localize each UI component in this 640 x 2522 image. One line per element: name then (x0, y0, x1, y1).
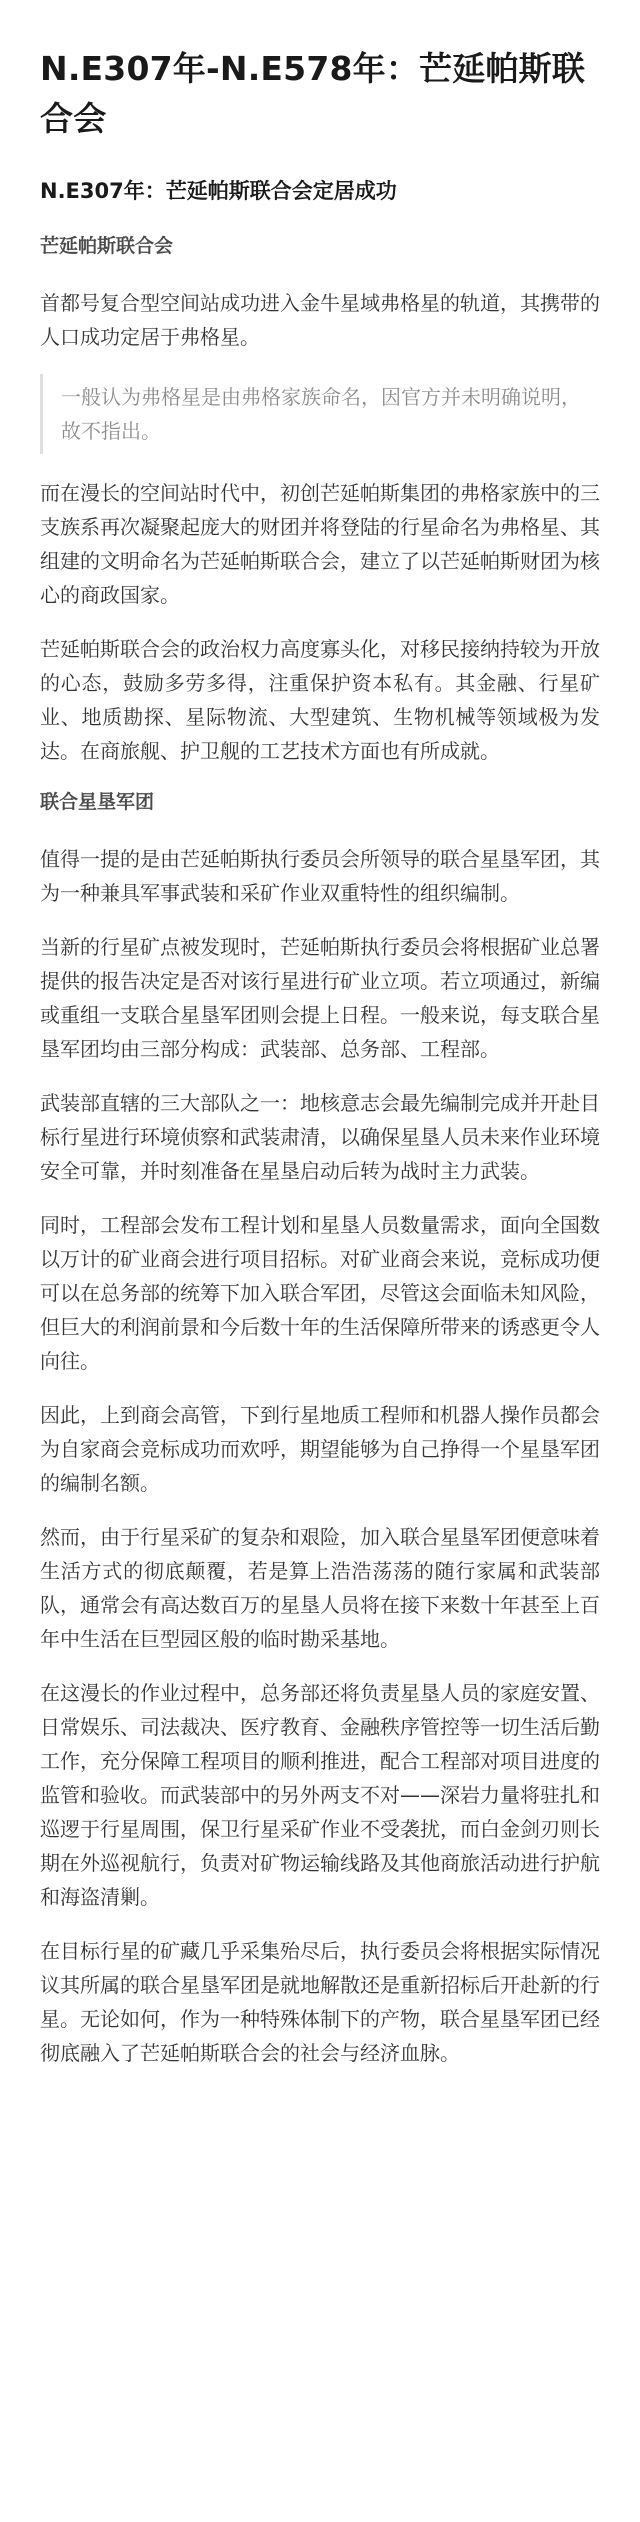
paragraph: 而在漫长的空间站时代中，初创芒延帕斯集团的弗格家族中的三支族系再次凝聚起庞大的财团并将登陆的行星命名为弗格星、其组建的文明命名为芒延帕斯联合会，建立了以芒延帕斯财团为核心的商政国家。 (40, 481, 600, 607)
sub-heading: 联合星垦军团 (40, 791, 155, 813)
paragraph: 同时，工程部会发布工程计划和星垦人员数量需求，面向全国数以万计的矿业商会进行项目招标。对矿业商会来说，竞标成功便可以在总务部的统筹下加入联合军团，尽管这会面临未知风险，但巨大的利润前景和今后数十年的生活保障所带来的诱惑更令人向往。 (40, 1213, 600, 1373)
paragraph: 首都号复合型空间站成功进入金牛星域弗格星的轨道，其携带的人口成功定居于弗格星。 (40, 291, 600, 349)
paragraph: 值得一提的是由芒延帕斯执行委员会所领导的联合星垦军团，其为一种兼具军事武装和采矿作业双重特性的组织编制。 (40, 847, 600, 905)
paragraph: 芒延帕斯联合会的政治权力高度寡头化，对移民接纳持较为开放的心态，鼓励多劳多得，注重保护资本私有。其金融、行星矿业、地质勘探、星际物流、大型建筑、生物机械等领域极为发达。在商旅舰、护卫舰的工艺技术方面也有所成就。 (40, 637, 600, 763)
paragraph: 武装部直辖的三大部队之一：地核意志会最先编制完成并开赴目标行星进行环境侦察和武装肃清，以确保星垦人员未来作业环境安全可靠，并时刻准备在星垦启动后转为战时主力武装。 (40, 1091, 600, 1183)
paragraph: 因此，上到商会高管，下到行星地质工程师和机器人操作员都会为自家商会竞标成功而欢呼，期望能够为自己挣得一个星垦军团的编制名额。 (40, 1403, 600, 1495)
page-title: N.E307年-N.E578年：芒延帕斯联合会 (40, 49, 586, 138)
paragraph: 当新的行星矿点被发现时，芒延帕斯执行委员会将根据矿业总署提供的报告决定是否对该行星进行矿业立项。若立项通过，新编或重组一支联合星垦军团则会提上日程。一般来说，每支联合星垦军团均由三部分构成：武装部、总务部、工程部。 (40, 935, 600, 1061)
paragraph: 在目标行星的矿藏几乎采集殆尽后，执行委员会将根据实际情况议其所属的联合星垦军团是就地解散还是重新招标后开赴新的行星。无论如何，作为一种特殊体制下的产物，联合星垦军团已经彻底融入了芒延帕斯联合会的社会与经济血脉。 (40, 1939, 600, 2065)
note-quote: 一般认为弗格星是由弗格家族命名，因官方并未明确说明，故不指出。 (40, 374, 600, 454)
section-heading: N.E307年：芒延帕斯联合会定居成功 (40, 179, 397, 203)
paragraph: 在这漫长的作业过程中，总务部还将负责星垦人员的家庭安置、日常娱乐、司法裁决、医疗教育、金融秩序管控等一切生活后勤工作，充分保障工程项目的顺利推进，配合工程部对项目进度的监管和验收。而武装部中的另外两支不对——深岩力量将驻扎和巡逻于行星周围，保卫行星采矿作业不受袭扰，而白金剑刃则长期在外巡视航行，负责对矿物运输线路及其他商旅活动进行护航和海盗清剿。 (40, 1681, 600, 1909)
paragraph: 然而，由于行星采矿的复杂和艰险，加入联合星垦军团便意味着生活方式的彻底颠覆，若是算上浩浩荡荡的随行家属和武装部队，通常会有高达数百万的星垦人员将在接下来数十年甚至上百年中生活在巨型园区般的临时勘采基地。 (40, 1525, 600, 1651)
sub-heading: 芒延帕斯联合会 (40, 235, 174, 257)
article-body (40, 232, 600, 2070)
